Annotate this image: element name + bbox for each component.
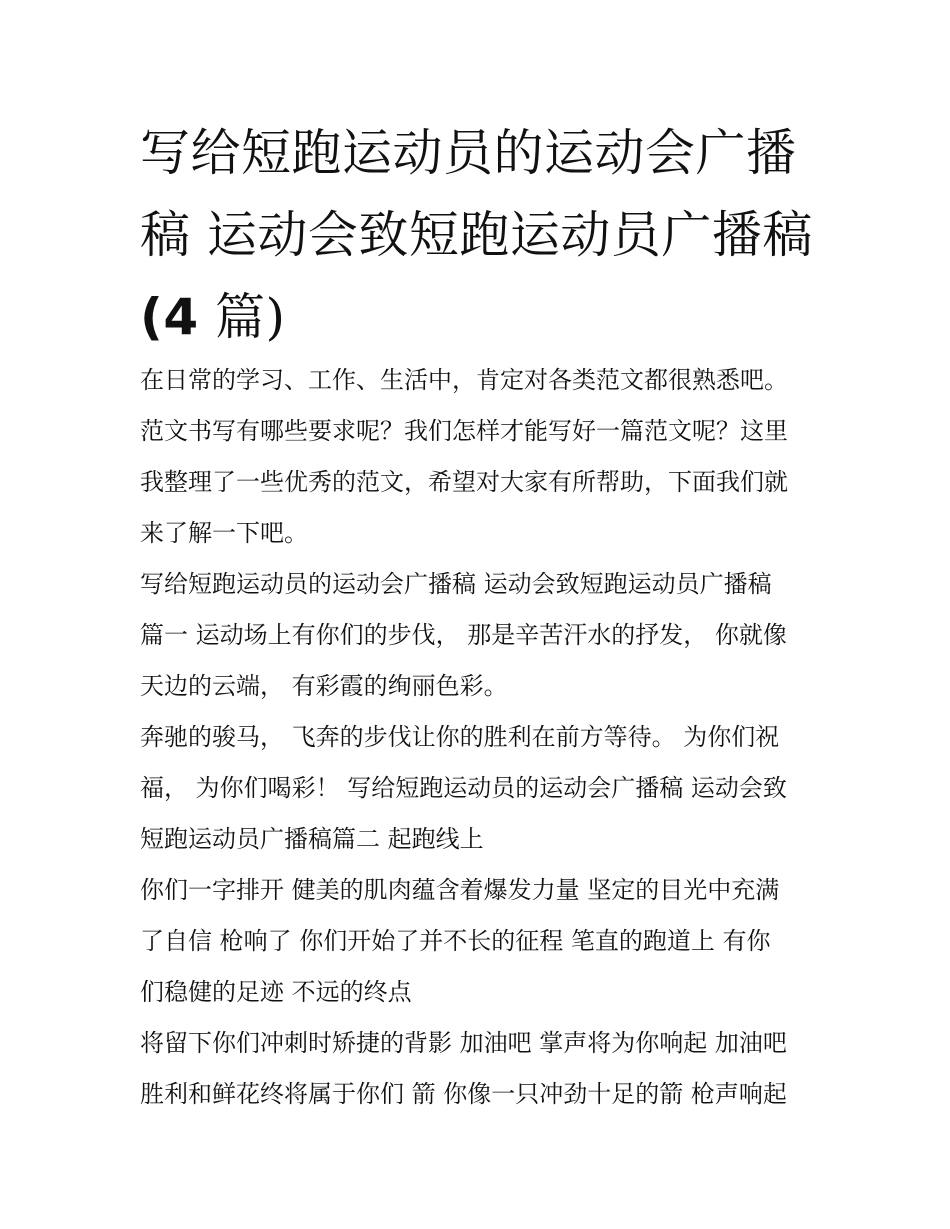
body-line: 胜利和鲜花终将属于你们 箭 你像一只冲劲十足的箭 枪声响起 [140, 1080, 787, 1108]
title-count: 4 [163, 288, 199, 346]
body-line: 将留下你们冲刺时矫捷的背影 加油吧 掌声将为你响起 加油吧 [140, 1029, 787, 1057]
document-body [140, 355, 830, 1120]
body-line: 福， 为你们喝彩！ 写给短跑运动员的运动会广播稿 运动会致 [140, 774, 787, 802]
body-line: 来了解一下吧。 [140, 519, 308, 547]
title-line-2: 稿 运动会致短跑运动员广播稿 [140, 206, 813, 264]
title-line-1: 写给短跑运动员的运动会广播 [140, 124, 797, 182]
body-line: 范文书写有哪些要求呢？我们怎样才能写好一篇范文呢？这里 [140, 417, 788, 445]
body-line: 短跑运动员广播稿篇二 起跑线上 [140, 825, 484, 853]
document-title [140, 112, 820, 358]
body-line: 天边的云端， 有彩霞的绚丽色彩。 [140, 672, 508, 700]
title-count-suffix: 篇) [198, 288, 286, 346]
body-line: 篇一 运动场上有你们的步伐， 那是辛苦汗水的抒发， 你就像 [140, 621, 787, 649]
body-line: 奔驰的骏马， 飞奔的步伐让你的胜利在前方等待。 为你们祝 [140, 723, 780, 751]
body-line: 在日常的学习、工作、生活中，肯定对各类范文都很熟悉吧。 [140, 366, 788, 394]
body-line: 你们一字排开 健美的肌肉蕴含着爆发力量 坚定的目光中充满 [140, 876, 780, 904]
body-line: 们稳健的足迹 不远的终点 [140, 978, 412, 1006]
body-line: 写给短跑运动员的运动会广播稿 运动会致短跑运动员广播稿 [140, 570, 772, 598]
body-line: 了自信 枪响了 你们开始了并不长的征程 笔直的跑道上 有你 [140, 927, 771, 955]
body-line: 我整理了一些优秀的范文，希望对大家有所帮助，下面我们就 [140, 468, 788, 496]
title-paren-open: ( [140, 288, 164, 346]
